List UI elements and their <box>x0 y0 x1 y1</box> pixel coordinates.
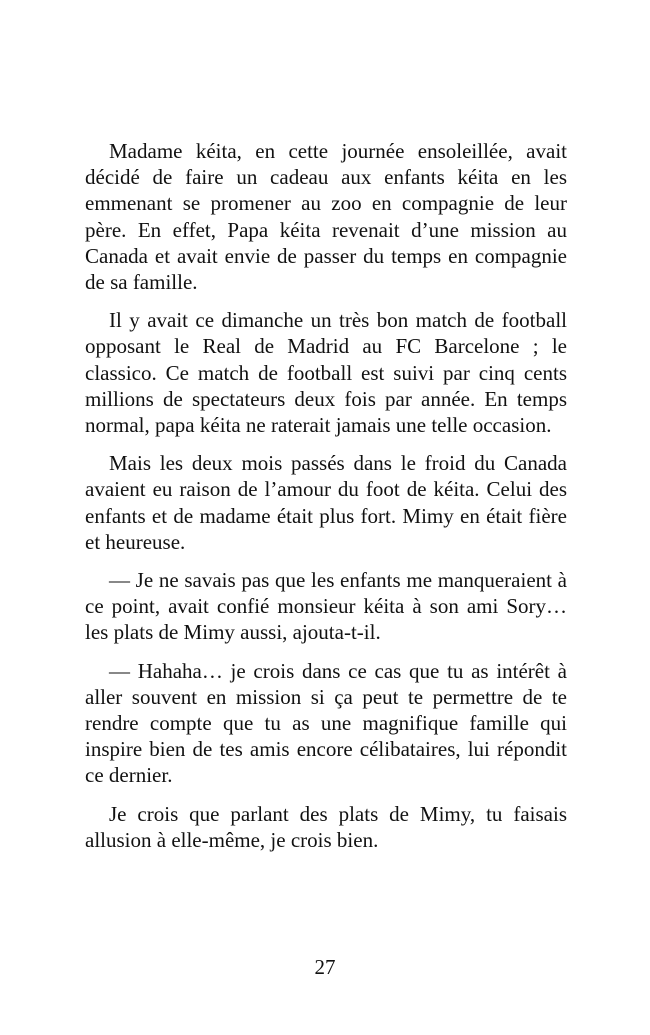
paragraph-1: Madame kéita, en cette journée ensoleillée, avait décidé de faire un cadeau aux enfants kéita en les emmenant se promener au zoo en compagnie de leur père. En effet, Papa kéita revenait d’une mission au Canada et avait envie de passer du temps en compagnie de sa famille. <box>85 139 567 295</box>
body-text <box>85 138 567 865</box>
page-number: 27 <box>314 955 336 979</box>
paragraph-2: Il y avait ce dimanche un très bon match de football opposant le Real de Madrid au FC Barcelone ; le classico. Ce match de football est suivi par cinq cents millions de spectateurs deux fois par année. En temps normal, papa kéita ne raterait jamais une telle occasion. <box>85 308 567 438</box>
paragraph-3: Mais les deux mois passés dans le froid du Canada avaient eu raison de l’amour du foot de kéita. Celui des enfants et de madame était plus fort. Mimy en était fière et heureuse. <box>85 451 567 554</box>
paragraph-6: Je crois que parlant des plats de Mimy, tu faisais allusion à elle-même, je crois bien. <box>85 801 567 852</box>
paragraph-5-dialogue: — Hahaha… je crois dans ce cas que tu as intérêt à aller souvent en mission si ça peut te permettre de te rendre compte que tu as une magnifique famille qui inspire bien de tes amis encore célibataires, lui répondit ce dernier. <box>85 658 567 788</box>
paragraph-4-dialogue: — Je ne savais pas que les enfants me manqueraient à ce point, avait confié monsieur kéita à son ami Sory… les plats de Mimy aussi, ajouta-t-il. <box>85 568 567 645</box>
